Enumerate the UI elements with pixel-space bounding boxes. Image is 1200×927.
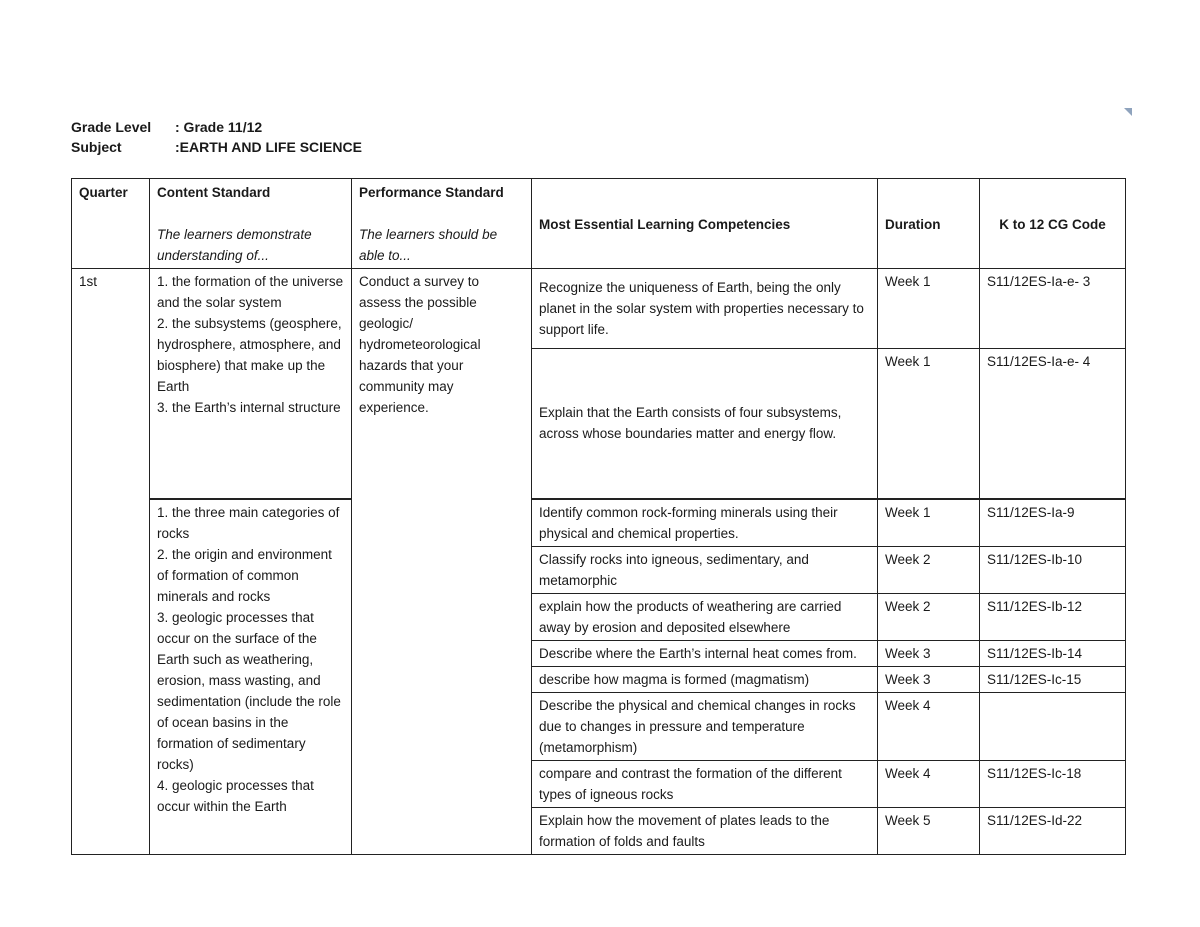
table-header-row bbox=[72, 179, 1126, 269]
code-cell: S11/12ES-Ia-9 bbox=[980, 499, 1126, 547]
table-row bbox=[72, 499, 1126, 547]
header-performance-title: Performance Standard bbox=[359, 185, 504, 200]
duration-cell: Week 2 bbox=[878, 593, 980, 640]
competency-cell: Identify common rock-forming minerals using their physical and chemical properties. bbox=[532, 499, 878, 547]
code-cell: S11/12ES-Ia-e- 4 bbox=[980, 349, 1126, 499]
content-standard-cell-2: 1. the three main categories of rocks 2. the origin and environment of formation of common minerals and rocks 3. geologic processes that occur on the surface of the Earth such as weathering, erosion, mass wasting, and sedimentation (include the role of ocean basins in the formation of sedimentary rocks) 4. geologic processes that occur within the Earth bbox=[150, 499, 352, 855]
duration-cell: Week 1 bbox=[878, 499, 980, 547]
header-performance-subtitle: The learners should be able to... bbox=[359, 227, 498, 263]
competency-cell: Describe the physical and chemical changes in rocks due to changes in pressure and temperature (metamorphism) bbox=[532, 692, 878, 760]
duration-cell: Week 4 bbox=[878, 692, 980, 760]
competency-cell: compare and contrast the formation of the different types of igneous rocks bbox=[532, 760, 878, 807]
grade-level-value: : Grade 11/12 bbox=[175, 119, 263, 135]
quarter-cell: 1st bbox=[72, 269, 150, 855]
header-content-title: Content Standard bbox=[157, 185, 271, 200]
document-header bbox=[71, 117, 362, 157]
code-cell: S11/12ES-Ic-18 bbox=[980, 760, 1126, 807]
header-performance-standard bbox=[352, 179, 532, 269]
competencies-table bbox=[71, 178, 1126, 855]
competency-cell: Recognize the uniqueness of Earth, being the only planet in the solar system with properties necessary to support life. bbox=[532, 269, 878, 349]
header-content-subtitle: The learners demonstrate understanding of... bbox=[157, 227, 312, 263]
subject-row bbox=[71, 137, 362, 157]
competency-cell: Explain how the movement of plates leads to the formation of folds and faults bbox=[532, 807, 878, 854]
code-cell: S11/12ES-Id-22 bbox=[980, 807, 1126, 854]
duration-cell: Week 3 bbox=[878, 666, 980, 692]
content-standard-cell-1: 1. the formation of the universe and the solar system 2. the subsystems (geosphere, hydrosphere, atmosphere, and biosphere) that make up the Earth 3. the Earth’s internal structure bbox=[150, 269, 352, 499]
duration-cell: Week 1 bbox=[878, 349, 980, 499]
competency-cell: Describe where the Earth’s internal heat comes from. bbox=[532, 640, 878, 666]
code-cell: S11/12ES-Ib-14 bbox=[980, 640, 1126, 666]
subject-value: :EARTH AND LIFE SCIENCE bbox=[175, 139, 362, 155]
header-code: K to 12 CG Code bbox=[980, 179, 1126, 269]
duration-cell: Week 5 bbox=[878, 807, 980, 854]
duration-cell: Week 2 bbox=[878, 546, 980, 593]
header-duration: Duration bbox=[878, 179, 980, 269]
header-competencies: Most Essential Learning Competencies bbox=[532, 179, 878, 269]
duration-cell: Week 4 bbox=[878, 760, 980, 807]
grade-level-label: Grade Level bbox=[71, 119, 152, 135]
page-corner-mark bbox=[1124, 108, 1132, 116]
code-cell: S11/12ES-Ia-e- 3 bbox=[980, 269, 1126, 349]
code-cell: S11/12ES-Ic-15 bbox=[980, 666, 1126, 692]
table-row bbox=[72, 269, 1126, 349]
subject-label: Subject bbox=[71, 139, 122, 155]
header-content-standard bbox=[150, 179, 352, 269]
competency-cell: Classify rocks into igneous, sedimentary, and metamorphic bbox=[532, 546, 878, 593]
duration-cell: Week 3 bbox=[878, 640, 980, 666]
duration-cell: Week 1 bbox=[878, 269, 980, 349]
competency-cell: explain how the products of weathering are carried away by erosion and deposited elsewhere bbox=[532, 593, 878, 640]
competency-cell: describe how magma is formed (magmatism) bbox=[532, 666, 878, 692]
code-cell bbox=[980, 692, 1126, 760]
code-cell: S11/12ES-Ib-10 bbox=[980, 546, 1126, 593]
grade-level-row bbox=[71, 117, 362, 137]
code-cell: S11/12ES-Ib-12 bbox=[980, 593, 1126, 640]
performance-standard-cell: Conduct a survey to assess the possible geologic/ hydrometeorological hazards that your community may experience. bbox=[352, 269, 532, 855]
header-quarter: Quarter bbox=[72, 179, 150, 269]
competency-cell: Explain that the Earth consists of four subsystems, across whose boundaries matter and energy flow. bbox=[532, 349, 878, 499]
